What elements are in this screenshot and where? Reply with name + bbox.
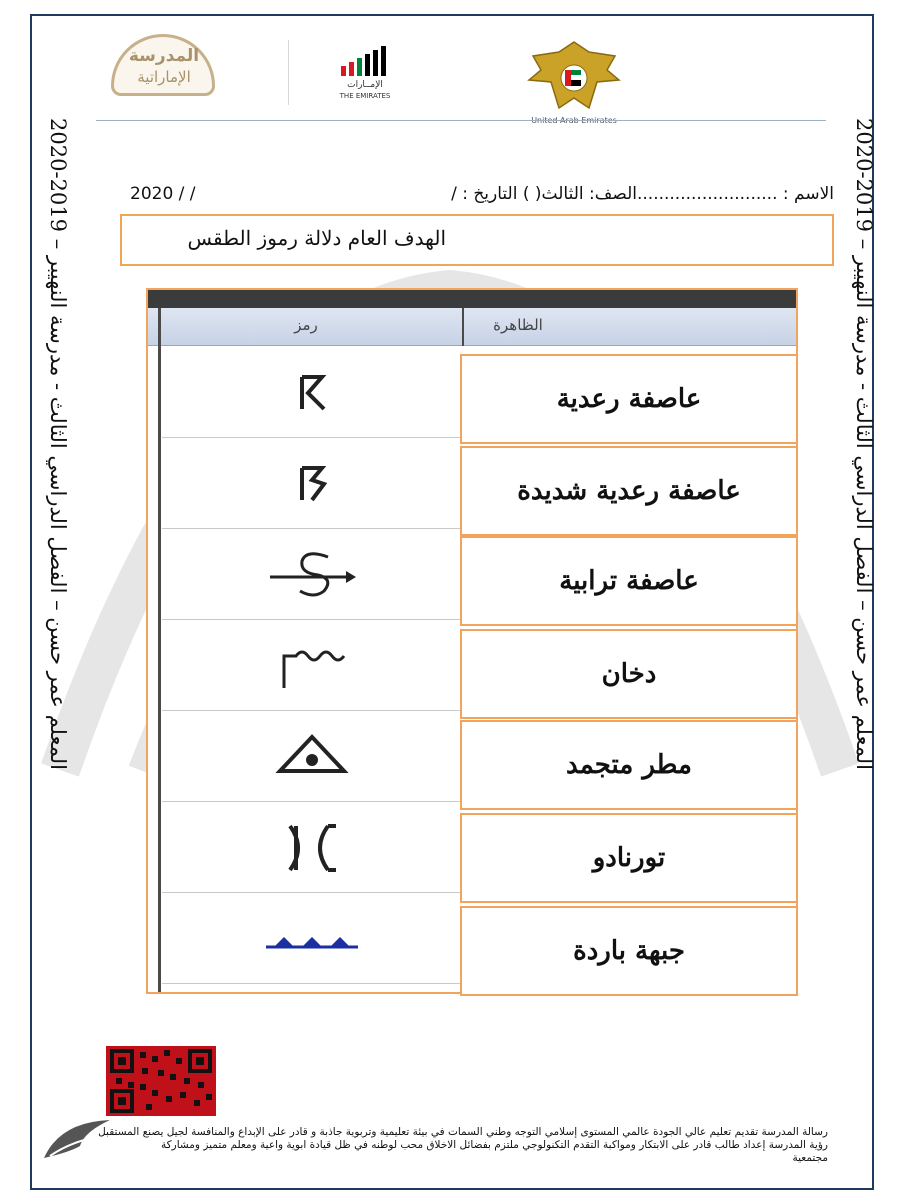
dust-storm-symbol-icon (262, 545, 362, 605)
student-info-line (120, 184, 840, 210)
student-info-fields: الاسم : ..........................الصف: الثالث( ) التاريخ : / (451, 184, 834, 204)
tornado-symbol-icon (262, 818, 362, 878)
symbol-cell (162, 439, 462, 529)
phenomenon-name: دخان (601, 659, 657, 689)
eagle-emblem-icon (519, 36, 629, 116)
smoke-symbol-icon (262, 636, 362, 696)
phenomenon-cell (460, 354, 798, 444)
severe-thunderstorm-symbol-icon (262, 454, 362, 514)
header-logos (105, 30, 805, 130)
student-info-date: 2020 / / (130, 184, 196, 204)
footer-statement (84, 1126, 828, 1165)
table-column-line (158, 308, 161, 994)
symbol-cell (162, 621, 462, 711)
phenomenon-name: عاصفة رعدية شديدة (517, 476, 741, 506)
side-banner-right: المعلم عمر حسن – الفصل الدراسي الثالث - مدرسة النهيبر – 2019-2020 (852, 118, 876, 770)
goal-text: الهدف العام دلالة رموز الطقس (187, 226, 446, 250)
thunderstorm-symbol-icon (262, 363, 362, 423)
uae-emblem (519, 36, 629, 131)
phenomenon-cell (460, 629, 798, 719)
phenomenon-cell (460, 720, 798, 810)
side-banner-left: المعلم عمر حسن – الفصل الدراسي الثالث - مدرسة النهيبر – 2019-2020 (46, 118, 70, 770)
phenomenon-name: جبهة باردة (573, 936, 685, 966)
symbol-cell (162, 894, 462, 984)
symbol-cell (162, 530, 462, 620)
emirates-bars-icon (337, 46, 397, 80)
vision-text-end: مجتمعية (792, 1152, 828, 1164)
logo-divider (288, 40, 289, 105)
header-divider (96, 120, 826, 121)
phenomenon-name: عاصفة ترابية (559, 566, 699, 596)
emirates-logo-ar: الإمــارات (347, 80, 383, 90)
cold-front-symbol-icon (262, 909, 362, 969)
phenomenon-name: تورنادو (592, 843, 666, 873)
mission-text: رسالة المدرسة تقديم تعليم عالي الجودة عالمي المستوى إسلامي التوجه وطني السمات في بيئة تعليمية وتربوية جاذبة و قادر على الإبداع والمنافسة لجيل يصنع المستقبل (98, 1126, 828, 1138)
symbol-cell (162, 348, 462, 438)
header-symbol: رمز (294, 316, 318, 334)
phenomenon-cell (460, 906, 798, 996)
phenomenon-cell (460, 446, 798, 536)
vision-text: رؤية المدرسة إعداد طالب قادر على الابتكار ومواكبة التقدم التكنولوجي ملتزم بفضائل الاخلاق محب لوطنه في ظل قيادة ابوية واعية ومعلم متميز ومشاركة (161, 1139, 828, 1151)
qr-code-icon[interactable] (106, 1046, 216, 1116)
table-column-line (462, 308, 464, 346)
table-header-row (148, 308, 798, 346)
emirates-logo (325, 46, 405, 116)
school-logo-line1: المدرسة (128, 46, 200, 66)
symbol-cell (162, 803, 462, 893)
phenomenon-name: مطر متجمد (566, 750, 692, 780)
phenomenon-cell (460, 536, 798, 626)
school-logo-line2: الإماراتية (137, 68, 191, 86)
goal-box (120, 214, 834, 266)
phenomenon-cell (460, 813, 798, 903)
freezing-rain-symbol-icon (262, 727, 362, 787)
emirates-logo-en: THE EMIRATES (339, 92, 391, 100)
header-phenomenon: الظاهرة (493, 316, 543, 334)
symbol-cell (162, 712, 462, 802)
phenomenon-name: عاصفة رعدية (556, 384, 702, 414)
school-logo (105, 30, 225, 100)
table-top-bar (148, 290, 798, 308)
